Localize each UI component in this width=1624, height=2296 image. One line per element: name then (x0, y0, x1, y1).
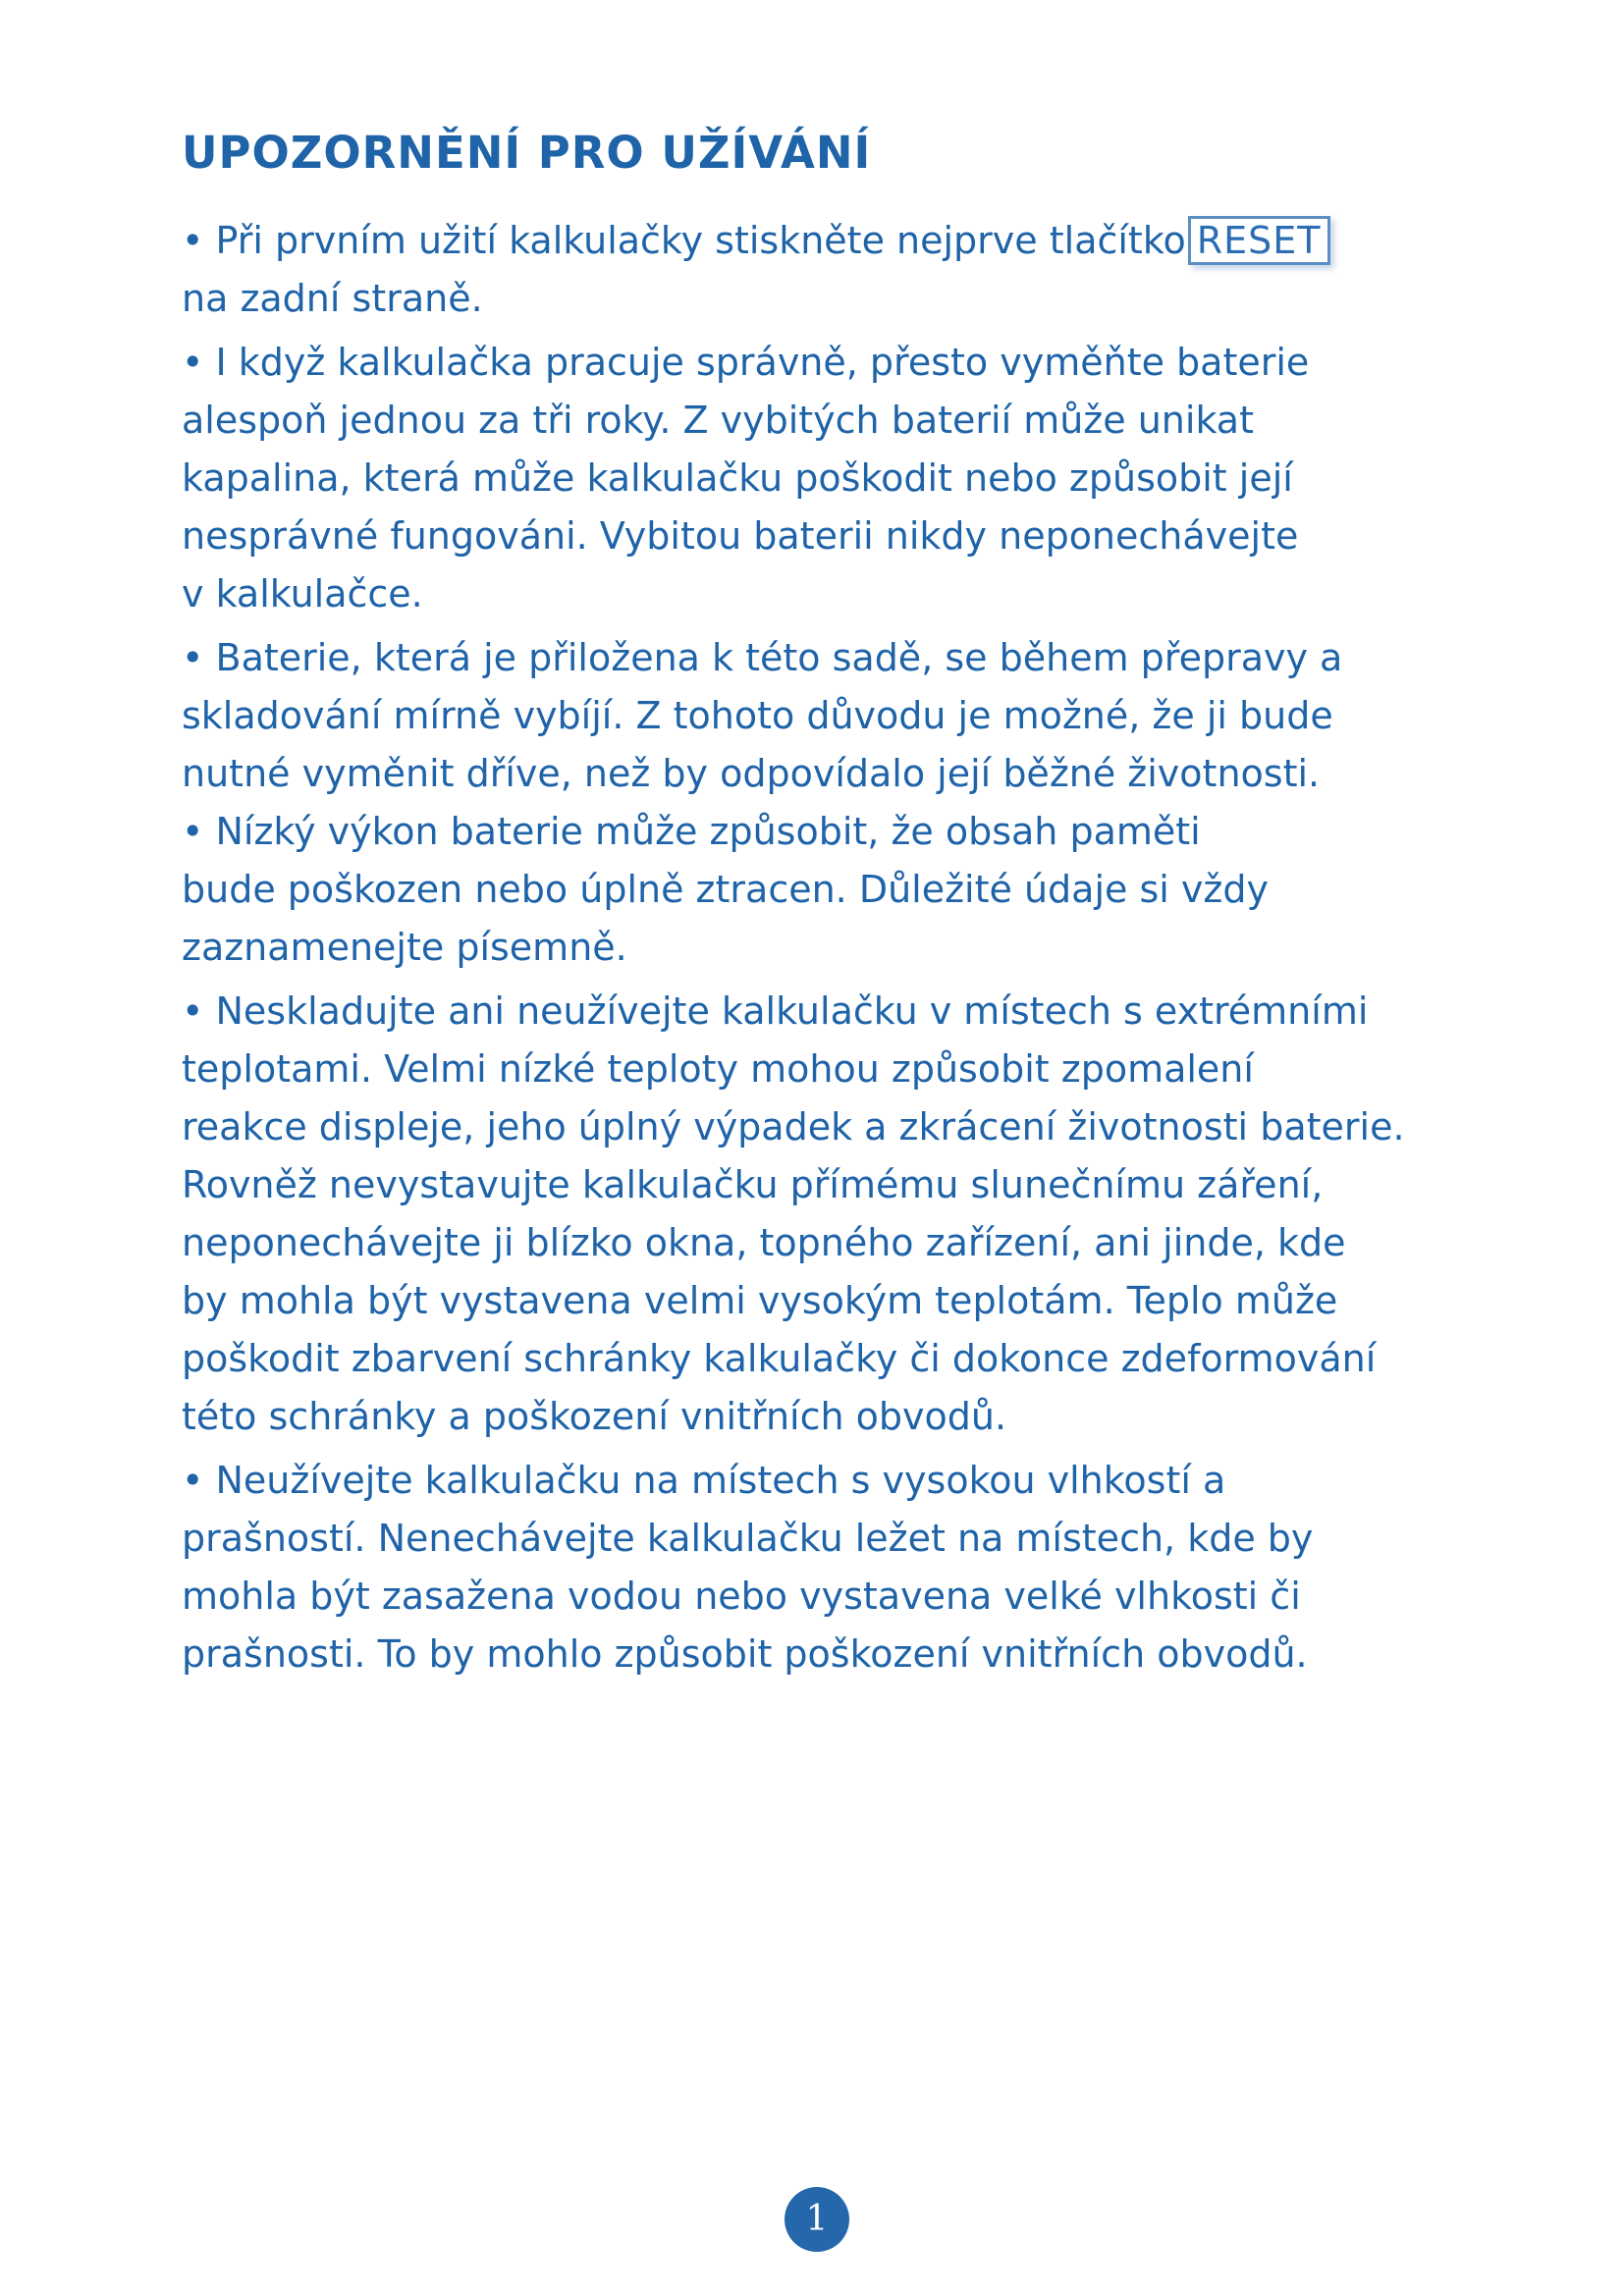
paragraph-line: mohla být zasažena vodou nebo vystavena velké vlhkosti či (182, 1575, 1301, 1618)
paragraph-line: teplotami. Velmi nízké teploty mohou způsobit zpomalení (182, 1047, 1254, 1091)
paragraph-line: kapalina, která může kalkulačku poškodit nebo způsobit její (182, 456, 1293, 500)
paragraph-line-text: • Při prvním užití kalkulačky stiskněte nejprve tlačítko (182, 219, 1186, 262)
paragraph-line: bude poškozen nebo úplně ztracen. Důležité údaje si vždy (182, 868, 1269, 911)
paragraph-line: této schránky a poškození vnitřních obvodů. (182, 1395, 1007, 1438)
bullet-paragraph-battery-replace (182, 334, 1527, 623)
paragraph-line: reakce displeje, jeho úplný výpadek a zkrácení životnosti baterie. (182, 1105, 1405, 1148)
paragraph-line: nutné vyměnit dříve, než by odpovídalo její běžné životnosti. (182, 752, 1321, 795)
paragraph-line: poškodit zbarvení schránky kalkulačky či dokonce zdeformování (182, 1337, 1377, 1380)
paragraph-line: • Nízký výkon baterie může způsobit, že obsah paměti (182, 810, 1201, 853)
paragraph-line: neponechávejte ji blízko okna, topného zařízení, ani jinde, kde (182, 1221, 1346, 1264)
paragraph-line: alespoň jednou za tři roky. Z vybitých baterií může unikat (182, 399, 1254, 442)
paragraph-line: • Neskladujte ani neužívejte kalkulačku v místech s extrémními (182, 989, 1369, 1033)
paragraph-line: prašnosti. To by mohlo způsobit poškození vnitřních obvodů. (182, 1632, 1308, 1676)
reset-button-icon: RESET (1188, 216, 1330, 265)
page-title: UPOZORNĚNÍ PRO UŽÍVÁNÍ (182, 127, 872, 179)
paragraph-line: • Neužívejte kalkulačku na místech s vysokou vlhkostí a (182, 1459, 1226, 1502)
paragraph-line: skladování mírně vybíjí. Z tohoto důvodu je možné, že ji bude (182, 694, 1333, 737)
paragraph-line: na zadní straně. (182, 277, 483, 320)
bullet-paragraph-battery-discharge (182, 629, 1527, 803)
paragraph-line: • I když kalkulačka pracuje správně, přesto vyměňte baterie (182, 341, 1310, 384)
paragraph-line: nesprávné fungováni. Vybitou baterii nikdy neponechávejte (182, 514, 1299, 558)
paragraph-line: • Baterie, která je přiložena k této sadě, se během přepravy a (182, 636, 1343, 679)
bullet-paragraph-temperature (182, 983, 1527, 1446)
paragraph-line: v kalkulačce. (182, 572, 423, 615)
document-page (182, 118, 1527, 1683)
paragraph-line: by mohla být vystavena velmi vysokým teplotám. Teplo může (182, 1279, 1338, 1322)
paragraph-line: prašností. Nenechávejte kalkulačku ležet na místech, kde by (182, 1517, 1314, 1560)
page-number-badge: 1 (785, 2187, 849, 2252)
bullet-paragraph-humidity (182, 1452, 1527, 1683)
paragraph-line: zaznamenejte písemně. (182, 926, 627, 969)
paragraph-line (182, 212, 1527, 270)
paragraph-line: Rovněž nevystavujte kalkulačku přímému slunečnímu záření, (182, 1163, 1324, 1206)
bullet-paragraph-reset (182, 212, 1527, 328)
bullet-paragraph-low-power (182, 803, 1527, 977)
